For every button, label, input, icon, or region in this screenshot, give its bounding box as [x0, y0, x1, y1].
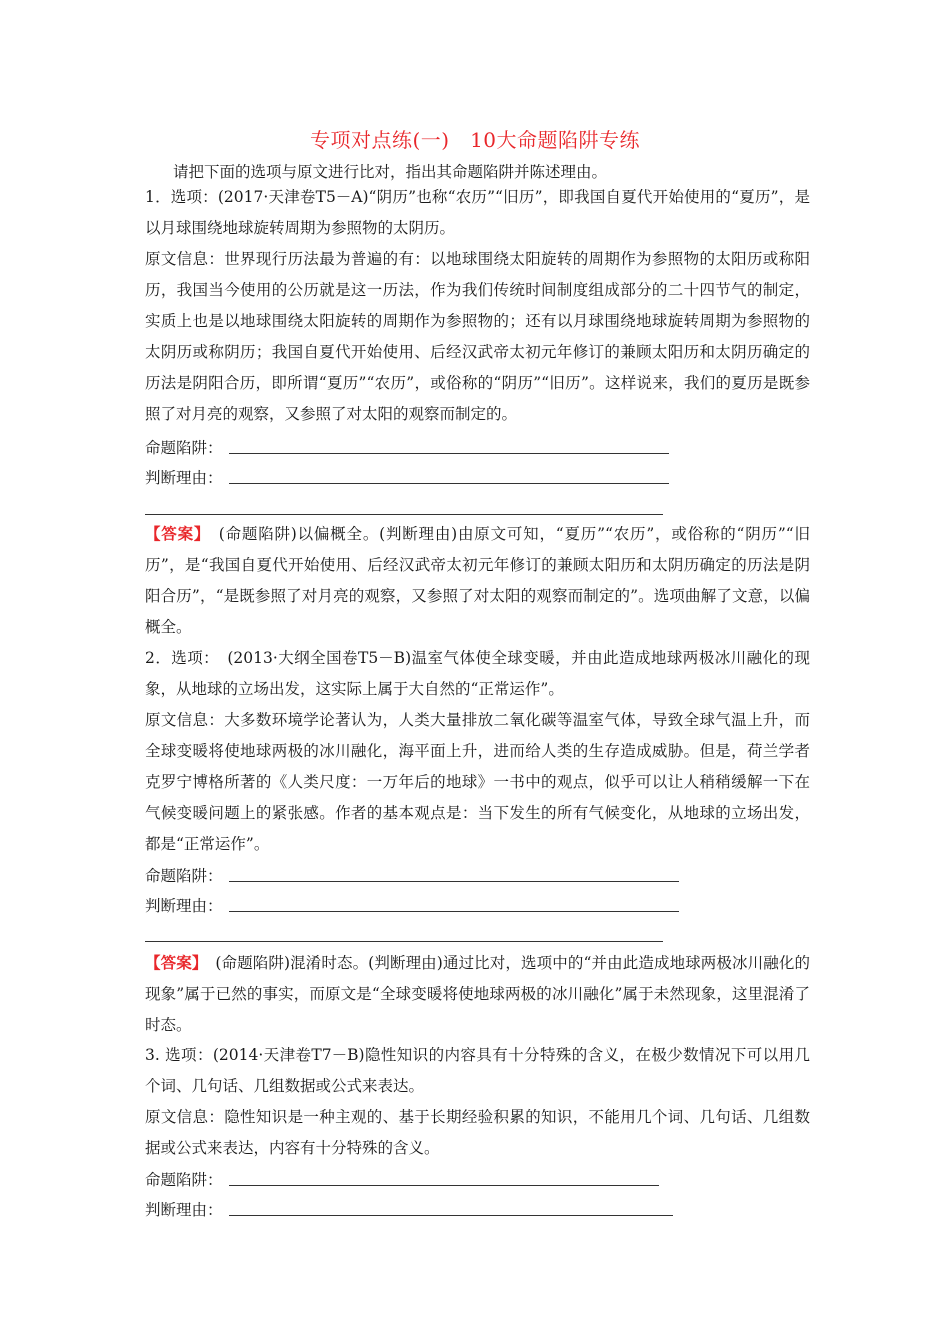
q2-answer [145, 947, 810, 1041]
instructions: 请把下面的选项与原文进行比对，指出其命题陷阱并陈述理由。 [173, 163, 608, 181]
q1-reason-label: 判断理由： [145, 469, 223, 487]
q1-source: 原文信息：世界现行历法最为普遍的有：以地球围绕太阳旋转的周期作为参照物的太阳历或称阳历，我国当今使用的公历就是这一历法，作为我们传统时间制度组成部分的二十四节气的制定，实质上也是以地球围绕太阳旋转的周期作为参照物的；还有以月球围绕地球旋转周期为参照物的太阴历或称阴历；我国自夏代开始使用、后经汉武帝太初元年修订的兼顾太阳历和太阴历确定的历法是阴阳合历，即所谓“夏历”“农历”，或俗称的“阴历”“旧历”。这样说来，我们的夏历是既参照了对月亮的观察，又参照了对太阳的观察而制定的。 [145, 250, 810, 423]
q2-reason-label: 判断理由： [145, 897, 223, 915]
q3-reason-field[interactable] [145, 1198, 223, 1218]
q2-trap-field[interactable] [145, 864, 223, 884]
q2-trap-label: 命题陷阱： [145, 867, 223, 885]
q2-answer-text: (命题陷阱)混淆时态。(判断理由)通过比对，选项中的“并由此造成地球两极冰川融化的现象”属于已然的事实，而原文是“全球变暖将使地球两极的冰川融化”属于未然现象，这里混淆了时态。 [145, 954, 810, 1034]
q3-reason-label: 判断理由： [145, 1201, 223, 1219]
q1-reason-line[interactable] [229, 483, 669, 484]
q3-option: 3. 选项：(2014·天津卷T7－B)隐性知识的内容具有十分特殊的含义，在极少数情况下可以用几个词、几句话、几组数据或公式来表达。 [145, 1046, 810, 1095]
question-3 [145, 1040, 810, 1164]
q3-trap-label: 命题陷阱： [145, 1171, 223, 1189]
q3-trap-field[interactable] [145, 1168, 223, 1188]
q1-answer-line [145, 514, 663, 515]
q2-trap-line[interactable] [229, 881, 679, 882]
q2-reason-field[interactable] [145, 894, 223, 914]
page-title: 专项对点练(一) 10大命题陷阱专练 [309, 128, 641, 152]
q1-answer-text: (命题陷阱)以偏概全。(判断理由)由原文可知，“夏历”“农历”，或俗称的“阴历”“旧历”，是“我国自夏代开始使用、后经汉武帝太初元年修订的兼顾太阳历和太阴历确定的历法是阴阳合历”，“是既参照了对月亮的观察，又参照了对太阳的观察而制定的”。选项曲解了文意，以偏概全。 [145, 525, 810, 636]
q2-answer-tag: 【答案】 [145, 953, 200, 972]
q2-reason-line[interactable] [229, 911, 679, 912]
q2-source: 原文信息：大多数环境学论著认为，人类大量排放二氧化碳等温室气体，导致全球气温上升，而全球变暖将使地球两极的冰川融化，海平面上升，进而给人类的生存造成威胁。但是，荷兰学者克罗宁博格所著的《人类尺度：一万年后的地球》一书中的观点，似乎可以让人稍稍缓解一下在气候变暖问题上的紧张感。作者的基本观点是：当下发生的所有气候变化，从地球的立场出发，都是“正常运作”。 [145, 711, 810, 853]
q1-trap-line[interactable] [229, 453, 669, 454]
q2-option: 2．选项： (2013·大纲全国卷T5－B)温室气体使全球变暖，并由此造成地球两极冰川融化的现象，从地球的立场出发，这实际上属于大自然的“正常运作”。 [145, 649, 810, 698]
q3-reason-line[interactable] [229, 1215, 673, 1216]
q1-option: 1．选项：(2017·天津卷T5－A)“阴历”也称“农历”“旧历”，即我国自夏代开始使用的“夏历”，是以月球围绕地球旋转周期为参照物的太阴历。 [145, 188, 810, 237]
q1-trap-label: 命题陷阱： [145, 439, 223, 457]
q2-answer-line [145, 941, 663, 942]
q1-answer [145, 518, 810, 643]
q1-answer-tag: 【答案】 [145, 524, 203, 543]
q3-trap-line[interactable] [229, 1185, 659, 1186]
q3-source: 原文信息：隐性知识是一种主观的、基于长期经验积累的知识，不能用几个词、几句话、几组数据或公式来表达，内容有十分特殊的含义。 [145, 1108, 810, 1157]
question-1 [145, 182, 810, 430]
q1-trap-field[interactable] [145, 436, 223, 456]
q1-reason-field[interactable] [145, 466, 223, 486]
question-2 [145, 643, 810, 860]
